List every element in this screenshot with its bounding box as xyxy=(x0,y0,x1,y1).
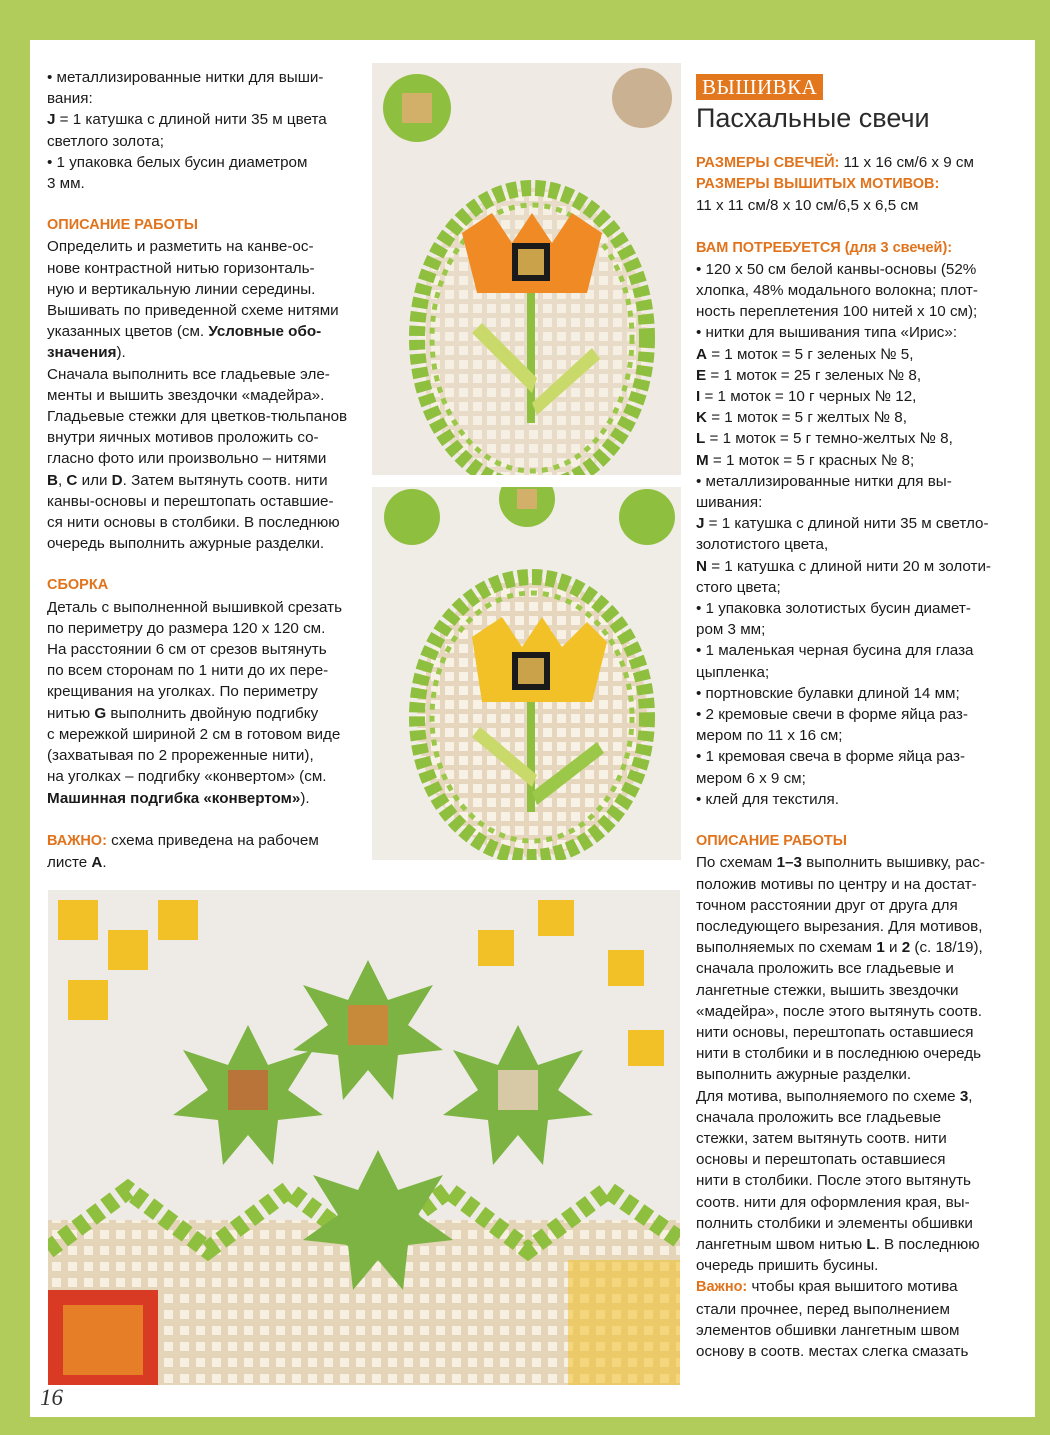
text-line: Вышивать по приведенной схеме нитями xyxy=(47,302,339,320)
text-line: ся нити основы в столбики. В последнюю xyxy=(47,514,340,532)
text-line: Определить и разметить на канве-ос- xyxy=(47,238,314,256)
text-line: менты и вышить звездочки «мадейра». xyxy=(47,386,325,404)
text-line: 11 х 11 см/8 х 10 см/6,5 х 6,5 см xyxy=(696,197,919,215)
text-line: элементов обшивки лангетным швом xyxy=(696,1321,960,1339)
text-line: «мадейра», после этого вытянуть соотв. xyxy=(696,1002,983,1020)
section-heading: ВАМ ПОТРЕБУЕТСЯ (для 3 свечей): xyxy=(696,239,953,256)
text-line: основы и перештопать оставшиеся xyxy=(696,1151,946,1169)
text-line: внутри яичных мотивов проложить со- xyxy=(47,429,319,447)
text-line: канвы-основы и перештопать оставшие- xyxy=(47,492,334,510)
text-line: соотв. нити для оформления края, вы- xyxy=(696,1193,970,1211)
text-line: стого цвета; xyxy=(696,578,781,596)
text-line: 3 мм. xyxy=(47,175,85,193)
text-line: N = 1 катушка с длиной нити 20 м золоти- xyxy=(696,557,991,575)
text-line: гласно фото или произвольно – нитями xyxy=(47,450,327,468)
text-line: J = 1 катушка с длиной нити 35 м цвета xyxy=(47,111,327,129)
text-line: нити в столбики. После этого вытянуть xyxy=(696,1172,971,1190)
text-line: Для мотива, выполняемого по схеме 3, xyxy=(696,1087,973,1105)
text-line: (захватывая по 2 прореженные нити), xyxy=(47,747,314,765)
text-line: светлого золота; xyxy=(47,132,164,150)
text-line: РАЗМЕРЫ СВЕЧЕЙ: 11 х 16 см/6 х 9 см xyxy=(696,154,974,171)
text-line: сначала проложить все гладьевые xyxy=(696,1108,942,1126)
text-line: • 1 упаковка белых бусин диаметром xyxy=(47,153,308,171)
text-line: • металлизированные нитки для выши- xyxy=(47,69,324,86)
section-heading: СБОРКА xyxy=(47,577,109,594)
text-line: J = 1 катушка с длиной нити 35 м светло- xyxy=(696,515,989,533)
text-line: последующего вырезания. Для мотивов, xyxy=(696,917,983,935)
text-line: нитью G выполнить двойную подгибку xyxy=(47,704,319,722)
text-line: крещивания на уголках. По периметру xyxy=(47,683,318,701)
text-line: очередь пришить бусины. xyxy=(696,1257,879,1275)
text-line: стежки, затем вытянуть соотв. нити xyxy=(696,1129,947,1147)
text-line: положив мотивы по центру и на достат- xyxy=(696,875,977,893)
text-line: точном расстоянии друг от друга для xyxy=(696,896,958,914)
text-line: мером по 11 х 16 см; xyxy=(696,727,843,745)
text-line: ную и вертикальную линии середины. xyxy=(47,280,316,298)
thread-line: A = 1 моток = 5 г зеленых № 5, xyxy=(696,345,914,363)
text-line: по периметру до размера 120 х 120 см. xyxy=(47,619,326,637)
text-line: • металлизированные нитки для вы- xyxy=(696,472,952,490)
text-line: мером 6 х 9 см; xyxy=(696,769,806,787)
text-line: Машинная подгибка «конвертом»). xyxy=(47,789,310,807)
text-line: B, C или D. Затем вытянуть соотв. нити xyxy=(47,471,328,489)
text-line: На расстоянии 6 см от срезов вытянуть xyxy=(47,641,327,659)
section-tag: ВЫШИВКА xyxy=(696,74,823,100)
text-line: лангетным швом нитью L. В последнюю xyxy=(696,1235,980,1253)
section-heading: ОПИСАНИЕ РАБОТЫ xyxy=(47,217,198,234)
left-column xyxy=(47,67,365,873)
photo-star-motif-embroidery xyxy=(48,890,680,1385)
text-line: ВАЖНО: схема приведена на рабочем xyxy=(47,831,319,849)
text-line: • 1 маленькая черная бусина для глаза xyxy=(696,642,974,660)
thread-line: L = 1 моток = 5 г темно-желтых № 8, xyxy=(696,430,953,448)
text-line: цыпленка; xyxy=(696,663,770,681)
text-line: очередь выполнить ажурные разделки. xyxy=(47,535,325,553)
text-line: • 1 кремовая свеча в форме яйца раз- xyxy=(696,748,966,766)
text-line: • 2 кремовые свечи в форме яйца раз- xyxy=(696,706,968,724)
text-line: шивания: xyxy=(696,494,763,512)
text-line: По схемам 1–3 выполнить вышивку, рас- xyxy=(696,854,985,872)
text-line: ность переплетения 100 нитей х 10 см); xyxy=(696,303,978,321)
text-line: золотистого цвета, xyxy=(696,536,829,554)
text-line: Сначала выполнить все гладьевые эле- xyxy=(47,365,330,383)
page-number: 16 xyxy=(40,1385,63,1410)
thread-line: I = 1 моток = 10 г черных № 12, xyxy=(696,388,917,406)
text-line: нове контрастной нитью горизонталь- xyxy=(47,259,315,277)
text-line: нити основы, перештопать оставшиеся xyxy=(696,1023,974,1041)
text-line: основу в соотв. местах слегка смазать xyxy=(696,1342,969,1360)
text-line: листе A. xyxy=(47,853,107,871)
text-line: • нитки для вышивания типа «Ирис»: xyxy=(696,324,958,342)
section-heading: ОПИСАНИЕ РАБОТЫ xyxy=(696,833,847,850)
text-line: значения). xyxy=(47,344,126,362)
text-line: нити в столбики и в последнюю очередь xyxy=(696,1045,981,1063)
page-title: Пасхальные свечи xyxy=(696,103,930,133)
text-line: стали прочнее, перед выполнением xyxy=(696,1300,950,1318)
text-line: выполнить ажурные разделки. xyxy=(696,1066,912,1084)
text-line: указанных цветов (см. Условные обо- xyxy=(47,323,322,341)
text-line: лангетные стежки, вышить звездочки xyxy=(696,981,959,999)
text-line: • 120 х 50 см белой канвы-основы (52% xyxy=(696,260,977,278)
text-line: Деталь с выполненной вышивкой срезать xyxy=(47,598,342,616)
thread-line: K = 1 моток = 5 г желтых № 8, xyxy=(696,409,907,427)
text-line: • портновские булавки длиной 14 мм; xyxy=(696,684,960,702)
text-line: сначала проложить все гладьевые и xyxy=(696,960,954,978)
text-line: ром 3 мм; xyxy=(696,621,766,639)
text-line: с мережкой шириной 2 см в готовом виде xyxy=(47,725,341,743)
text-line: хлопка, 48% модального волокна; плот- xyxy=(696,282,978,300)
right-column xyxy=(696,152,1006,1362)
thread-line: E = 1 моток = 25 г зеленых № 8, xyxy=(696,366,922,384)
text-line: • 1 упаковка золотистых бусин диамет- xyxy=(696,600,971,618)
text-line: • клей для текстиля. xyxy=(696,790,839,808)
photo-yellow-tulip-embroidery xyxy=(372,487,681,860)
text-line: выполняемых по схемам 1 и 2 (с. 18/19), xyxy=(696,939,983,957)
text-line: на уголках – подгибку «конвертом» (см. xyxy=(47,768,327,786)
text-line: Гладьевые стежки для цветков-тюльпанов xyxy=(47,408,348,426)
text-line: Важно: чтобы края вышитого мотива xyxy=(696,1278,958,1296)
thread-line: M = 1 моток = 5 г красных № 8; xyxy=(696,451,915,469)
text-line: вания: xyxy=(47,90,93,108)
photo-orange-tulip-embroidery xyxy=(372,63,681,475)
section-heading: РАЗМЕРЫ ВЫШИТЫХ МОТИВОВ: xyxy=(696,176,940,193)
text-line: по всем сторонам по 1 нити до их пере- xyxy=(47,662,329,680)
text-line: полнить столбики и элементы обшивки xyxy=(696,1214,973,1232)
